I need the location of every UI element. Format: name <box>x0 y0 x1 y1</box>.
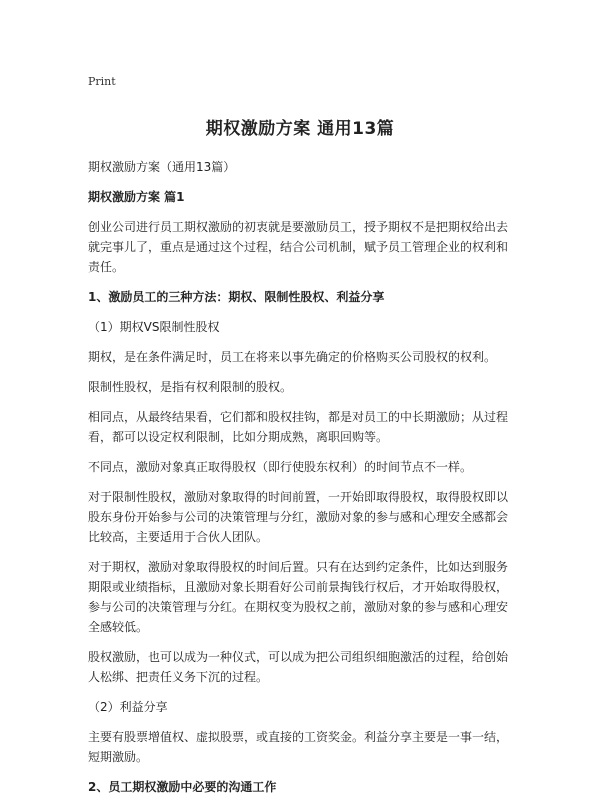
heading-methods: 1、激励员工的三种方法：期权、限制性股权、利益分享 <box>88 290 385 304</box>
subheading-options-vs-restricted: （1）期权VS限制性股权 <box>88 320 220 334</box>
subheading-profit-sharing: （2）利益分享 <box>88 700 168 714</box>
paragraph-profit-sharing: 主要有股票增值权、虚拟股票，或直接的工资奖金。利益分享主要是一事一结，短期激励。 <box>88 730 509 764</box>
document-title: 期权激励方案 通用13篇 <box>205 119 395 139</box>
paragraph-option-detail: 对于期权，激励对象取得股权的时间后置。只有在达到约定条件，比如达到服务期限或业绩指标，且激励对象长期看好公司前景掏钱行权后，才开始取得股权，参与公司的决策管理与分红。在期权变为股权之前，激励对象的参与感和心理安全感较低。 <box>88 560 509 634</box>
paragraph-ritual: 股权激励，也可以成为一种仪式，可以成为把公司组织细胞激活的过程，给创始人松绑、把责任义务下沉的过程。 <box>88 650 509 684</box>
paragraph-intro: 创业公司进行员工期权激励的初衷就是要激励员工，授予期权不是把期权给出去就完事儿了，重点是通过这个过程，结合公司机制，赋予员工管理企业的权利和责任。 <box>88 220 509 274</box>
print-link[interactable]: Print <box>88 75 116 88</box>
paragraph-similarities: 相同点，从最终结果看，它们都和股权挂钩，都是对员工的中长期激励；从过程看，都可以设定权利限制，比如分期成熟，离职回购等。 <box>88 410 509 444</box>
document-subtitle: 期权激励方案（通用13篇） <box>88 160 236 174</box>
heading-communication: 2、员工期权激励中必要的沟通工作 <box>88 780 277 794</box>
paragraph-differences: 不同点，激励对象真正取得股权（即行使股东权利）的时间节点不一样。 <box>88 460 473 474</box>
section-heading: 期权激励方案 篇1 <box>88 190 185 204</box>
paragraph-restricted-detail: 对于限制性股权，激励对象取得的时间前置，一开始即取得股权，取得股权即以股东身份开始参与公司的决策管理与分红，激励对象的参与感和心理安全感都会比较高，主要适用于合伙人团队。 <box>88 490 509 544</box>
paragraph-restricted-definition: 限制性股权，是指有权利限制的股权。 <box>88 380 293 394</box>
paragraph-option-definition: 期权，是在条件满足时，员工在将来以事先确定的价格购买公司股权的权利。 <box>88 350 497 364</box>
